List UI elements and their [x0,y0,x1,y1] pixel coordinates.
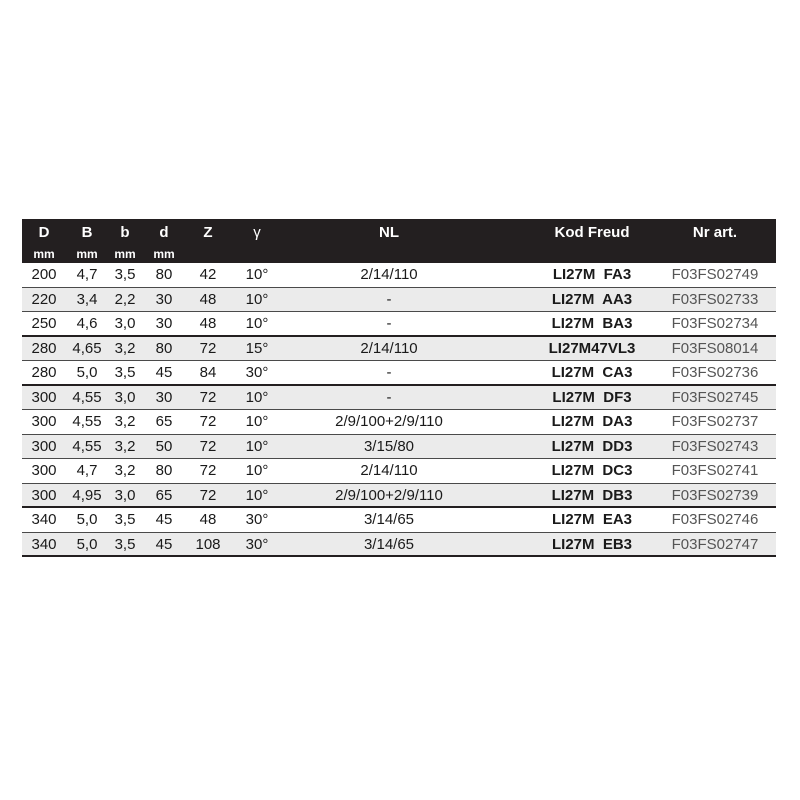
cell-Z: 72 [199,413,217,430]
cell-NL: 2/14/110 [360,462,418,479]
cell-kod: LI27M BA3 [551,315,633,332]
cell-D: 300 [31,413,57,430]
cell-d: 45 [155,535,173,553]
cell-gamma: 10° [245,437,269,455]
table-row [22,484,776,509]
cell-nr: F03FS08014 [671,339,759,357]
cell-kod: LI27M DB3 [551,486,633,504]
table-header [22,219,776,263]
cell-b: 3,2 [114,339,136,357]
cell-B: 3,4 [76,290,98,308]
table-row [22,508,776,533]
table-row [22,361,776,386]
unit-b: mm [114,247,136,261]
header-gamma: γ [253,224,261,241]
cell-d: 50 [155,437,173,455]
cell-b: 3,5 [114,266,136,283]
cell-NL: 3/14/65 [363,511,415,528]
cell-D: 250 [31,315,57,332]
cell-Z: 108 [195,535,221,553]
cell-d: 30 [155,315,173,332]
cell-B: 4,55 [72,413,102,430]
cell-nr: F03FS02746 [671,511,759,528]
table-body [22,263,776,557]
cell-b: 2,2 [114,290,136,308]
cell-d: 45 [155,364,173,381]
cell-d: 65 [155,486,173,504]
cell-b: 3,5 [114,511,136,528]
cell-NL: 2/14/110 [360,339,418,357]
cell-nr: F03FS02745 [671,388,759,406]
cell-nr: F03FS02733 [671,290,759,308]
cell-gamma: 10° [245,266,269,283]
cell-b: 3,2 [114,462,136,479]
table-row [22,263,776,288]
cell-b: 3,0 [114,315,136,332]
cell-nr: F03FS02739 [671,486,759,504]
cell-kod: LI27M47VL3 [548,339,636,357]
cell-gamma: 30° [245,364,269,381]
cell-B: 5,0 [76,364,98,381]
cell-D: 340 [31,535,57,553]
cell-gamma: 30° [245,535,269,553]
unit-B: mm [76,247,98,261]
cell-Z: 48 [199,511,217,528]
cell-D: 300 [31,388,57,406]
header-B: B [81,224,93,241]
cell-D: 280 [31,339,57,357]
cell-Z: 48 [199,290,217,308]
header-kod: Kod Freud [554,224,630,241]
cell-nr: F03FS02749 [671,266,759,283]
cell-d: 80 [155,462,173,479]
cell-D: 300 [31,462,57,479]
cell-nr: F03FS02736 [671,364,759,381]
header-b: b [120,224,130,241]
unit-d: mm [153,247,175,261]
cell-kod: LI27M DC3 [551,462,633,479]
cell-nr: F03FS02737 [671,413,759,430]
cell-B: 4,55 [72,388,102,406]
cell-gamma: 30° [245,511,269,528]
cell-gamma: 10° [245,413,269,430]
cell-b: 3,5 [114,535,136,553]
cell-Z: 84 [199,364,217,381]
cell-gamma: 10° [245,486,269,504]
table-row [22,533,776,558]
cell-nr: F03FS02734 [671,315,759,332]
cell-Z: 72 [199,388,217,406]
cell-B: 4,7 [76,462,98,479]
table-row [22,312,776,337]
table-row [22,435,776,460]
cell-NL: 2/9/100+2/9/110 [335,486,443,504]
cell-b: 3,0 [114,486,136,504]
cell-kod: LI27M DA3 [551,413,633,430]
unit-D: mm [33,247,55,261]
cell-B: 5,0 [76,511,98,528]
header-Z: Z [203,224,213,241]
cell-B: 4,55 [72,437,102,455]
cell-d: 80 [155,339,173,357]
cell-gamma: 10° [245,315,269,332]
cell-D: 300 [31,486,57,504]
cell-NL: 2/9/100+2/9/110 [335,413,443,430]
cell-NL: - [386,315,392,332]
cell-Z: 72 [199,462,217,479]
cell-nr: F03FS02743 [671,437,759,455]
cell-d: 30 [155,388,173,406]
cell-b: 3,2 [114,413,136,430]
cell-kod: LI27M EA3 [551,511,633,528]
table-row [22,410,776,435]
cell-kod: LI27M DF3 [552,388,632,406]
cell-gamma: 10° [245,462,269,479]
cell-b: 3,0 [114,388,136,406]
cell-kod: LI27M FA3 [552,266,632,283]
cell-kod: LI27M AA3 [551,290,633,308]
table-row [22,386,776,411]
header-D: D [38,224,50,241]
cell-NL: - [386,388,392,406]
table-row [22,337,776,362]
cell-D: 280 [31,364,57,381]
table-row [22,288,776,313]
cell-kod: LI27M CA3 [551,364,633,381]
cell-d: 80 [155,266,173,283]
cell-d: 45 [155,511,173,528]
cell-b: 3,5 [114,364,136,381]
cell-gamma: 15° [245,339,269,357]
table-row [22,459,776,484]
cell-D: 340 [31,511,57,528]
header-nr: Nr art. [692,224,738,241]
cell-kod: LI27M DD3 [551,437,633,455]
cell-b: 3,2 [114,437,136,455]
cell-B: 4,95 [72,486,102,504]
cell-NL: 3/15/80 [363,437,415,455]
cell-d: 30 [155,290,173,308]
cell-Z: 72 [199,486,217,504]
header-d: d [159,224,169,241]
cell-nr: F03FS02741 [671,462,759,479]
cell-D: 220 [31,290,57,308]
cell-NL: 2/14/110 [360,266,418,283]
cell-B: 4,6 [76,315,98,332]
cell-B: 5,0 [76,535,98,553]
cell-B: 4,65 [72,339,102,357]
cell-Z: 48 [199,315,217,332]
cell-D: 200 [31,266,57,283]
product-table [22,219,776,557]
cell-NL: - [386,290,392,308]
cell-Z: 42 [199,266,217,283]
cell-NL: - [386,364,392,381]
cell-NL: 3/14/65 [363,535,415,553]
cell-Z: 72 [199,437,217,455]
cell-gamma: 10° [245,388,269,406]
cell-d: 65 [155,413,173,430]
cell-kod: LI27M EB3 [551,535,633,553]
cell-B: 4,7 [76,266,98,283]
cell-Z: 72 [199,339,217,357]
cell-gamma: 10° [245,290,269,308]
cell-nr: F03FS02747 [671,535,759,553]
cell-D: 300 [31,437,57,455]
header-NL: NL [379,224,399,241]
